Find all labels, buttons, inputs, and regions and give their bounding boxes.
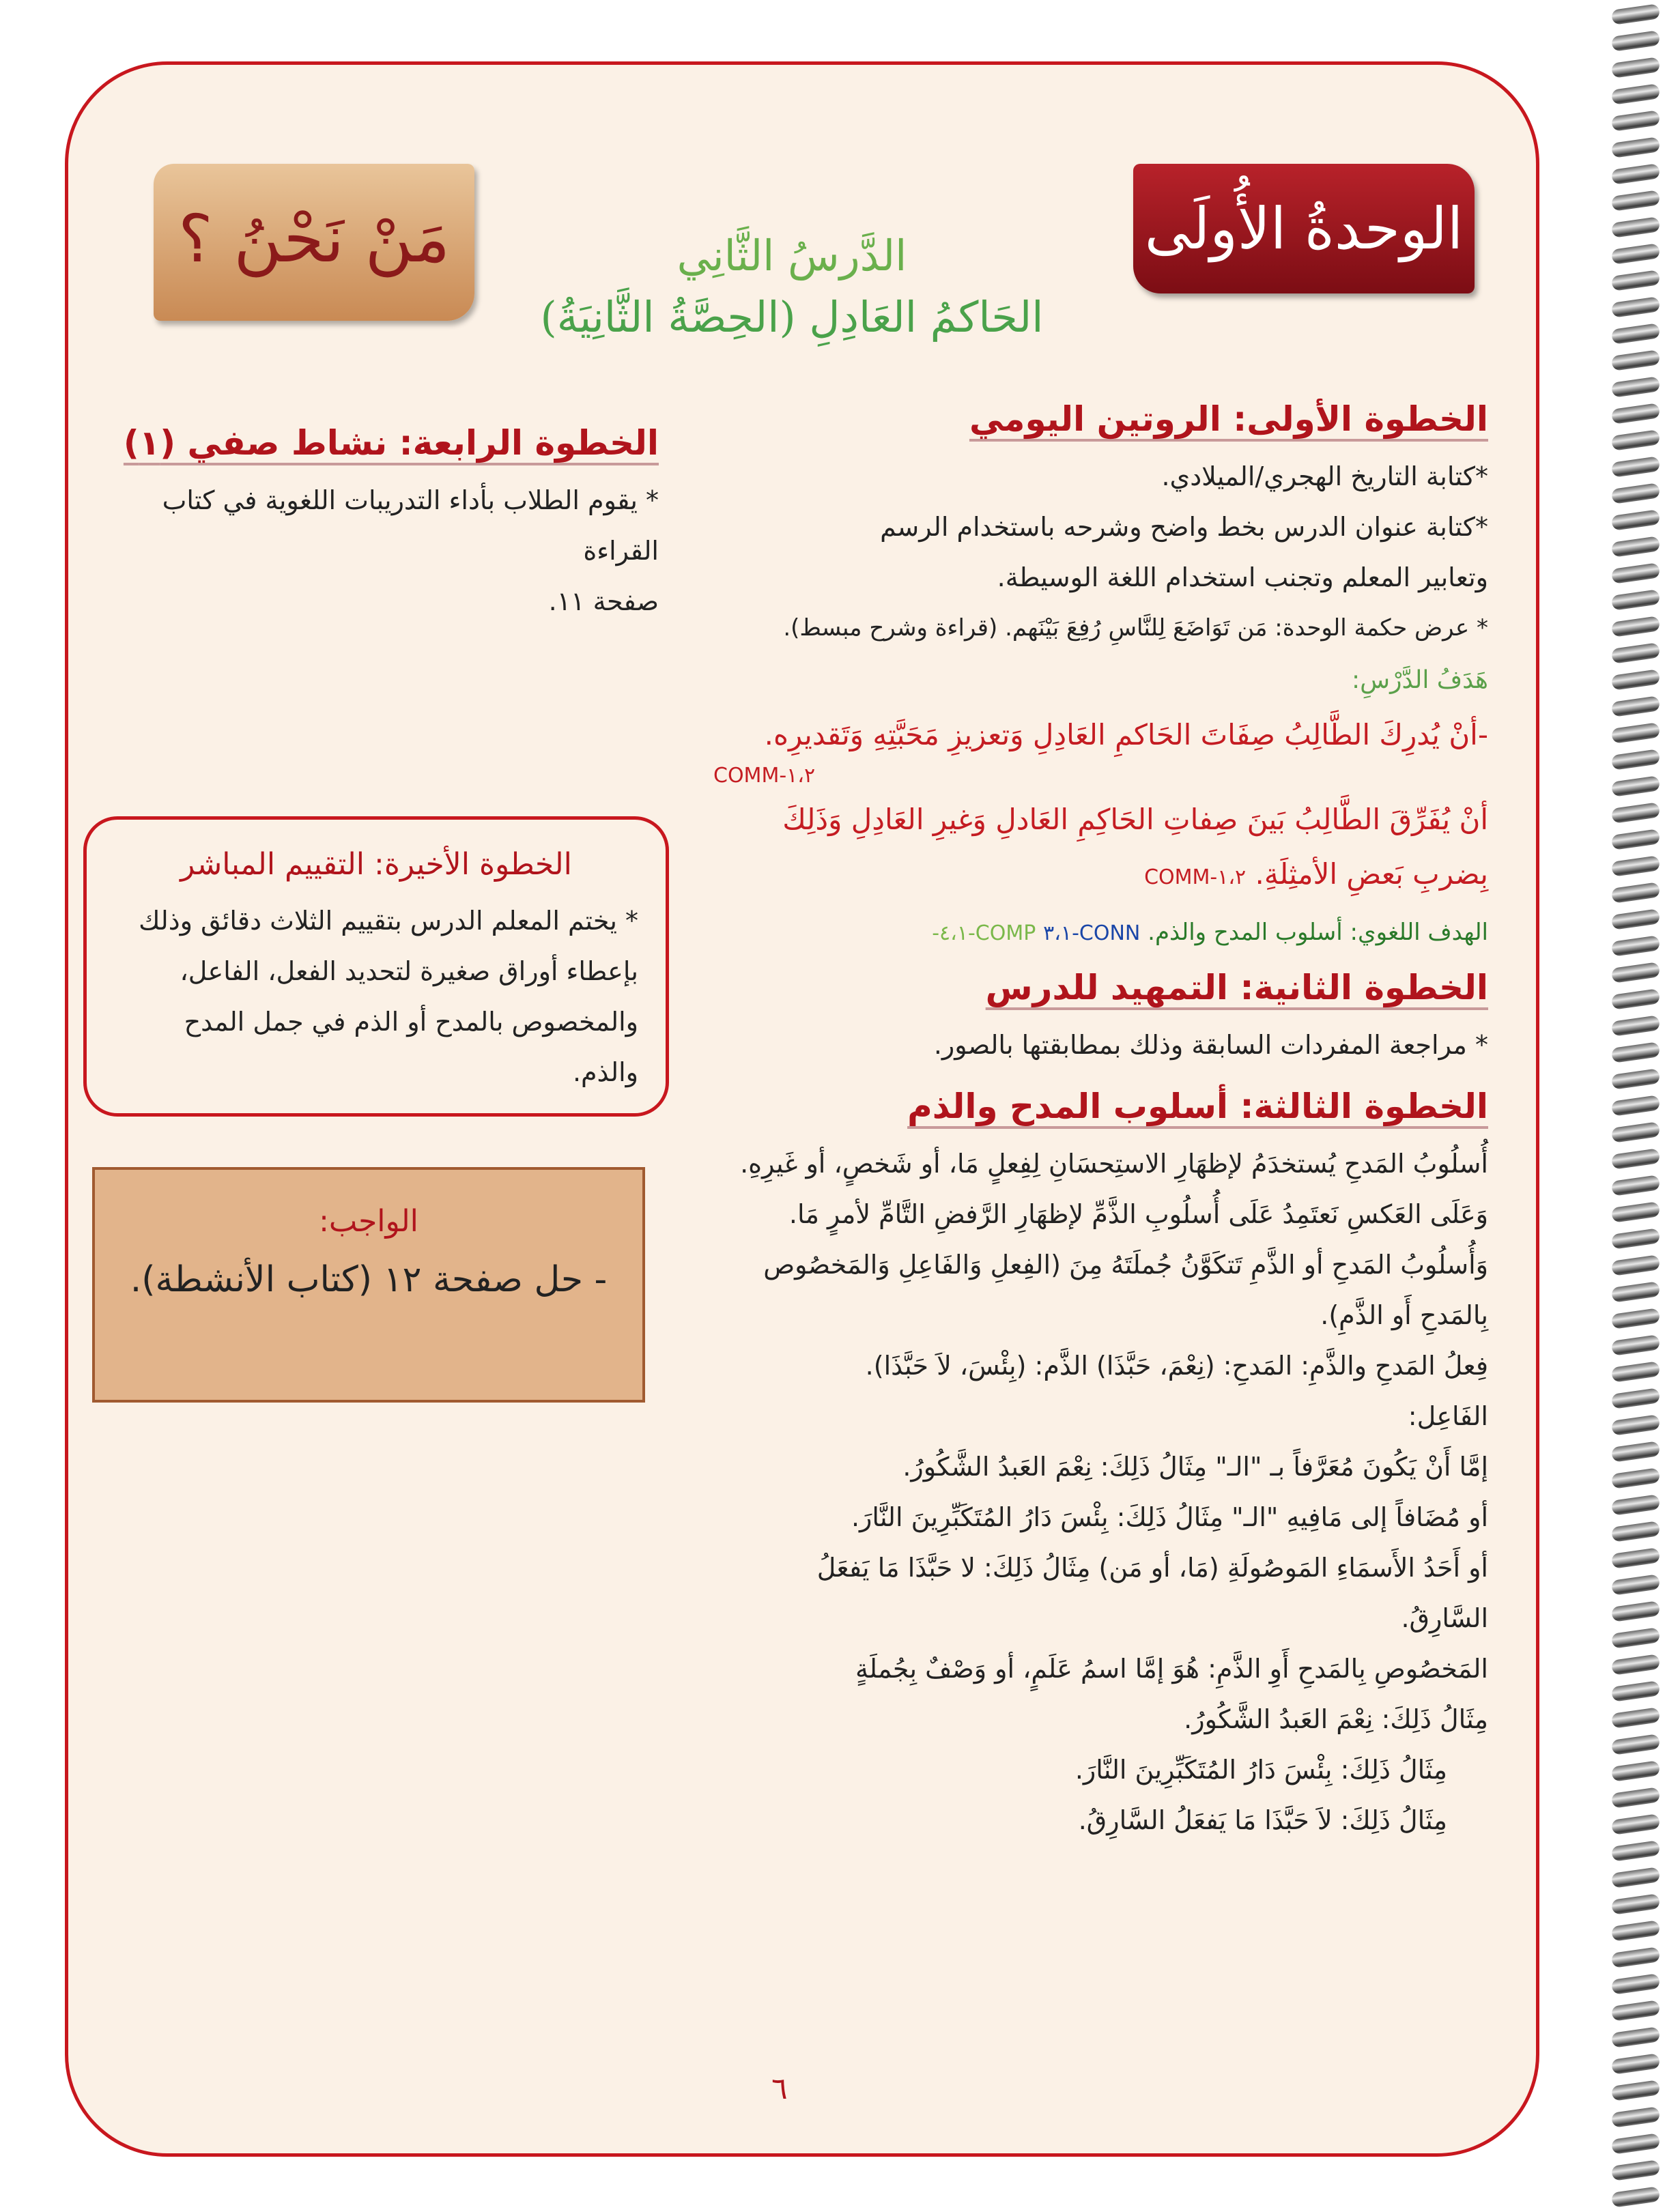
step1-line: *كتابة التاريخ الهجري/الميلادي. <box>1161 461 1488 491</box>
language-goal: الهدف اللغوي: أسلوب المدح والذم. <box>1148 919 1488 946</box>
binding-coil <box>1611 1813 1660 1835</box>
binding-coil <box>1611 1254 1660 1276</box>
binding-coil <box>1611 695 1660 717</box>
lesson-subtitle: الحَاكمُ العَادِلِ (الحِصَّةُ الثَّانِيَةُ) <box>540 292 1044 342</box>
binding-coil <box>1611 2080 1660 2101</box>
binding-coil <box>1611 1947 1660 1968</box>
binding-coil <box>1611 376 1660 398</box>
binding-coil <box>1611 802 1660 824</box>
binding-coil <box>1611 1414 1660 1436</box>
step4-line: * يقوم الطلاب بأداء التدريبات اللغوية في كتاب القراءة <box>162 485 659 566</box>
binding-coil <box>1611 1281 1660 1303</box>
binding-coil <box>1611 1920 1660 1942</box>
binding-coil <box>1611 882 1660 904</box>
binding-coil <box>1611 137 1660 158</box>
unit-banner: الوحدةُ الأُولَى <box>1133 164 1475 293</box>
step3-line: أُسلُوبُ المَدحِ يُستخدَمُ لإظهَارِ الاستِحسَانِ لِفِعلٍ مَا، أو شَخصٍ، أو غَيرِهِ. <box>740 1149 1488 1179</box>
binding-coil <box>1611 2106 1660 2128</box>
binding-coil <box>1611 403 1660 425</box>
goal-line: بِضربِ بَعضِ الأمثِلَةِ. <box>1255 857 1488 891</box>
binding-coil <box>1611 2053 1660 2075</box>
step2-heading: الخطوة الثانية: التمهيد للدرس <box>985 968 1488 1007</box>
goal-code: COMM-١،٢ <box>1144 865 1247 889</box>
assessment-line: بإعطاء أوراق صغيرة لتحديد الفعل، الفاعل، <box>180 956 638 986</box>
binding-coil <box>1611 1441 1660 1463</box>
binding-coil <box>1611 270 1660 291</box>
binding-coil <box>1611 1361 1660 1383</box>
binding-coil <box>1611 1654 1660 1676</box>
binding-coil <box>1611 1467 1660 1489</box>
step4-heading: الخطوة الرابعة: نشاط صفي (١) <box>123 423 659 463</box>
step3-line: وَعَلَى العَكسِ نَعتَمِدُ عَلَى أُسلُوبِ الذَّمِّ لإظهَارِ الرَّفضِ التَّامِّ لأمرٍ مَا. <box>788 1199 1488 1229</box>
step3-line: المَخصُوصِ بِالمَدحِ أَوِ الذَّمِ: هُوَ إمَّا اسمُ عَلَمٍ، أو وَصْفٌ بِجُملَةٍ <box>855 1654 1488 1684</box>
chapter-banner: مَنْ نَحْنُ ؟ <box>154 164 474 321</box>
step1-line: *كتابة عنوان الدرس بخط واضح وشرحه باستخدام الرسم <box>880 512 1488 542</box>
binding-coil <box>1611 1042 1660 1063</box>
step4-line: صفحة ١١. <box>548 586 659 616</box>
binding-coil <box>1611 1334 1660 1356</box>
lesson-number: الدَّرسُ الثَّانِي <box>677 231 907 281</box>
step3-line: مِثَالُ ذَلِكَ: بِئْسَ دَارُ المُتَكَبِّرِينَ النَّارَ. <box>1075 1755 1447 1785</box>
step3-line: الفَاعِل: <box>1408 1401 1488 1431</box>
goal-line: أنْ يُفَرِّقَ الطَّالِبُ بَينَ صِفاتِ الحَاكِمِ العَادلِ وَغيرِ العَادِلِ وَذَلِكَ <box>782 803 1488 836</box>
binding-coil <box>1611 3 1660 25</box>
binding-coil <box>1611 829 1660 850</box>
conn-code: CONN-٣،١ <box>1043 921 1141 945</box>
binding-coil <box>1611 1068 1660 1090</box>
binding-coil <box>1611 1148 1660 1170</box>
step1-line: وتعابير المعلم وتجنب استخدام اللغة الوسيطة. <box>997 562 1488 592</box>
binding-coil <box>1611 1840 1660 1862</box>
binding-coil <box>1611 216 1660 238</box>
binding-coil <box>1611 1228 1660 1250</box>
binding-coil <box>1611 1201 1660 1223</box>
binding-coil <box>1611 749 1660 771</box>
binding-coil <box>1611 296 1660 318</box>
binding-coil <box>1611 562 1660 584</box>
spiral-binding <box>1604 0 1665 2212</box>
binding-coil <box>1611 323 1660 345</box>
binding-coil <box>1611 110 1660 132</box>
binding-coil <box>1611 1734 1660 1755</box>
assessment-line: والمخصوص بالمدح أو الذم في جمل المدح والذم. <box>184 1007 638 1087</box>
binding-coil <box>1611 1680 1660 1702</box>
binding-coil <box>1611 642 1660 664</box>
assessment-title: الخطوة الأخيرة: التقييم المباشر <box>180 847 572 882</box>
binding-coil <box>1611 1600 1660 1622</box>
binding-coil <box>1611 2133 1660 2155</box>
binding-coil <box>1611 1973 1660 1995</box>
binding-coil <box>1611 775 1660 797</box>
step2-line: * مراجعة المفردات السابقة وذلك بمطابقتها بالصور. <box>933 1030 1488 1060</box>
left-column <box>92 423 659 627</box>
step3-line: فِعلُ المَدحِ والذَّمِ: المَدحِ: (نِعْمَ، حَبَّذَا) الذَّم: (بِئْسَ، لاَ حَبَّذَا). <box>865 1351 1488 1381</box>
binding-coil <box>1611 908 1660 930</box>
binding-coil <box>1611 456 1660 478</box>
binding-coil <box>1611 1308 1660 1330</box>
binding-coil <box>1611 1095 1660 1117</box>
binding-coil <box>1611 2026 1660 2048</box>
binding-coil <box>1611 163 1660 185</box>
step3-line: السَّارِقُ. <box>1401 1603 1488 1633</box>
binding-coil <box>1611 2186 1660 2208</box>
assessment-line: * يختم المعلم الدرس بتقييم الثلاث دقائق وذلك <box>139 906 638 936</box>
step3-line: مِثَالُ ذَلِكَ: نِعْمَ العَبدُ الشَّكُورُ. <box>1184 1704 1488 1734</box>
page-number: ٦ <box>771 2071 788 2106</box>
binding-coil <box>1611 1547 1660 1569</box>
step3-line: إمَّا أَنْ يَكُونَ مُعَرَّفاً بـ "الـ" مِثَالُ ذَلِكَ: نِعْمَ العَبدُ الشَّكُورُ. <box>902 1452 1488 1482</box>
binding-coil <box>1611 616 1660 637</box>
binding-coil <box>1611 1388 1660 1409</box>
binding-coil <box>1611 1627 1660 1649</box>
binding-coil <box>1611 722 1660 744</box>
step3-line: أو أَحَدُ الأَسمَاءِ المَوصُولَةِ (مَا، أو مَن) مِثَالُ ذَلِكَ: لا حَبَّذَا مَا يَفعَلُ <box>816 1553 1488 1583</box>
binding-coil <box>1611 2159 1660 2181</box>
step3-heading: الخطوة الثالثة: أسلوب المدح والذم <box>907 1087 1488 1126</box>
right-column <box>713 399 1488 1845</box>
goal-line-row <box>713 847 1488 905</box>
binding-coil <box>1611 855 1660 877</box>
binding-coil <box>1611 349 1660 371</box>
binding-coil <box>1611 83 1660 105</box>
binding-coil <box>1611 1121 1660 1143</box>
goal-code: COMM-١،٢ <box>713 764 816 788</box>
step3-line: وَأُسلُوبُ المَدحِ أو الذَّمِ تَتكَوَّنُ جُملَتَهُ مِنَ (الفِعلِ وَالفَاعِلِ وَالمَخصُوص <box>763 1250 1488 1280</box>
binding-coil <box>1611 1015 1660 1037</box>
binding-coil <box>1611 190 1660 212</box>
binding-coil <box>1611 962 1660 983</box>
binding-coil <box>1611 1787 1660 1809</box>
binding-coil <box>1611 509 1660 531</box>
step1-heading: الخطوة الأولى: الروتين اليومي <box>969 399 1488 439</box>
assessment-box <box>83 816 669 1117</box>
binding-coil <box>1611 1574 1660 1596</box>
binding-coil <box>1611 1760 1660 1782</box>
binding-coil <box>1611 1521 1660 1542</box>
binding-coil <box>1611 1893 1660 1915</box>
binding-coil <box>1611 243 1660 265</box>
binding-coil <box>1611 57 1660 78</box>
binding-coil <box>1611 935 1660 957</box>
binding-coil <box>1611 429 1660 451</box>
step3-line: بِالمَدحِ أَو الذَّمِ). <box>1320 1300 1488 1330</box>
binding-coil <box>1611 669 1660 691</box>
homework-box <box>92 1167 645 1403</box>
binding-coil <box>1611 483 1660 504</box>
step1-line: * عرض حكمة الوحدة: مَن تَوَاضَعَ لِلنَّاسِ رُفِعَ بَيْنَهم. (قراءة وشرح مبسط). <box>783 614 1488 642</box>
lesson-title-block <box>519 225 1065 348</box>
binding-coil <box>1611 2000 1660 2022</box>
language-goal-row <box>713 905 1488 961</box>
binding-coil <box>1611 1707 1660 1729</box>
binding-coil <box>1611 988 1660 1010</box>
binding-coil <box>1611 30 1660 52</box>
goal-label: هَدَفُ الدَّرْسِ: <box>1352 666 1488 694</box>
comp-code: COMP-٤،١- <box>932 921 1036 945</box>
step3-line: أو مُضَافاً إلى مَافِيهِ "الـ" مِثَالُ ذَلِكَ: بِئْسَ دَارُ المُتَكَبِّرِينَ النَّارَ. <box>851 1502 1488 1532</box>
step3-line: مِثَالُ ذَلِكَ: لاَ حَبَّذَا مَا يَفعَلُ السَّارِقُ. <box>1078 1805 1447 1835</box>
homework-text: - حل صفحة ١٢ (كتاب الأنشطة). <box>130 1259 608 1300</box>
binding-coil <box>1611 1867 1660 1888</box>
binding-coil <box>1611 536 1660 558</box>
goal-code-row <box>713 762 1488 792</box>
goal-line: -أنْ يُدرِكَ الطَّالِبُ صِفَاتَ الحَاكمِ العَادِلِ وَتعزيزِ مَحَبَّتِهِ وَتَقديرِه. <box>764 718 1488 751</box>
binding-coil <box>1611 589 1660 611</box>
binding-coil <box>1611 1175 1660 1196</box>
binding-coil <box>1611 1494 1660 1516</box>
homework-title: الواجب: <box>319 1204 418 1239</box>
